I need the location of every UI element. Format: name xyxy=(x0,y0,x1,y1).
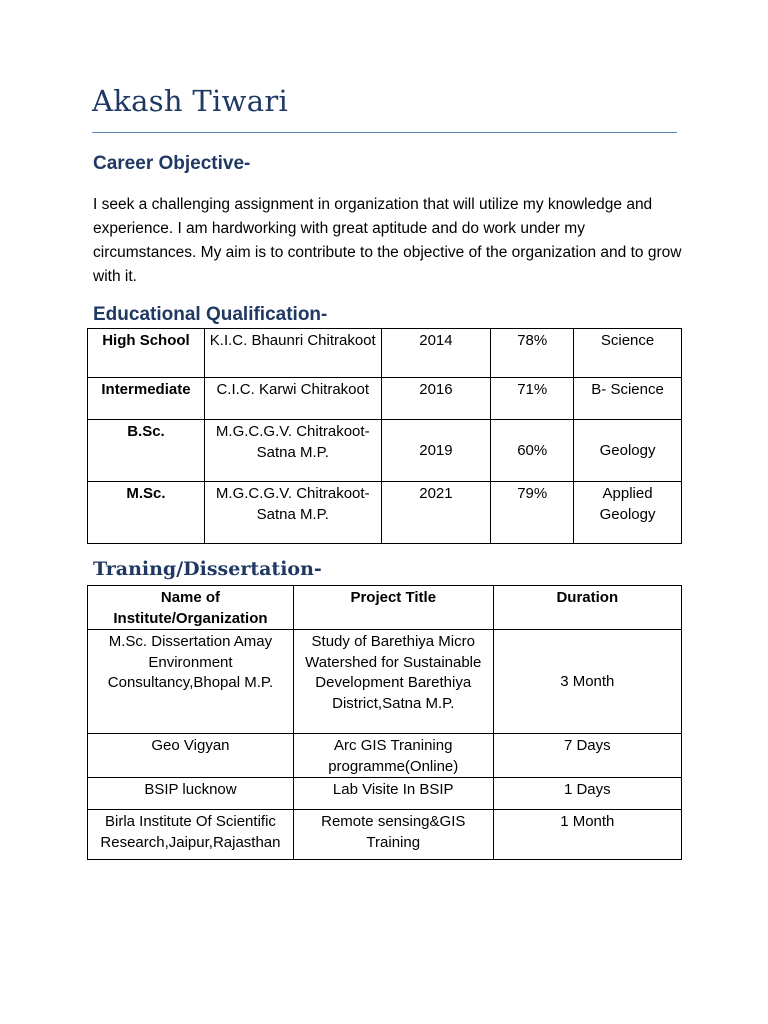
table-row xyxy=(88,482,682,544)
education-year: 2021 xyxy=(381,482,491,544)
table-row xyxy=(88,630,682,734)
training-institute: Birla Institute Of Scientific Research,Jaipur,Rajasthan xyxy=(88,810,294,860)
education-subject: B- Science xyxy=(574,378,682,420)
education-year: 2016 xyxy=(381,378,491,420)
column-header: Name of Institute/Organization xyxy=(88,586,294,630)
education-percent: 71% xyxy=(491,378,574,420)
education-level: B.Sc. xyxy=(88,420,205,482)
education-percent: 60% xyxy=(491,420,574,482)
education-year: 2014 xyxy=(381,329,491,378)
training-duration: 1 Month xyxy=(493,810,681,860)
candidate-name: Akash Tiwari xyxy=(92,84,289,118)
training-duration: 7 Days xyxy=(493,734,681,778)
education-level: High School xyxy=(88,329,205,378)
training-table xyxy=(87,585,682,860)
table-row xyxy=(88,810,682,860)
education-table xyxy=(87,328,682,544)
training-title: Arc GIS Tranining programme(Online) xyxy=(293,734,493,778)
education-level: M.Sc. xyxy=(88,482,205,544)
education-heading: Educational Qualification- xyxy=(93,304,328,325)
education-subject: Applied Geology xyxy=(574,482,682,544)
table-row xyxy=(88,778,682,810)
table-row xyxy=(88,420,682,482)
table-row xyxy=(88,329,682,378)
education-institute: C.I.C. Karwi Chitrakoot xyxy=(204,378,381,420)
education-subject: Science xyxy=(574,329,682,378)
training-duration: 1 Days xyxy=(493,778,681,810)
table-row xyxy=(88,378,682,420)
education-percent: 78% xyxy=(491,329,574,378)
training-duration: 3 Month xyxy=(493,630,681,734)
education-institute: M.G.C.G.V. Chitrakoot- Satna M.P. xyxy=(204,482,381,544)
education-percent: 79% xyxy=(491,482,574,544)
table-row xyxy=(88,734,682,778)
education-institute: K.I.C. Bhaunri Chitrakoot xyxy=(204,329,381,378)
training-heading: Traning/Dissertation- xyxy=(93,558,322,580)
education-subject: Geology xyxy=(574,420,682,482)
training-title: Remote sensing&GIS Training xyxy=(293,810,493,860)
career-objective-heading: Career Objective- xyxy=(93,153,251,174)
training-title: Study of Barethiya Micro Watershed for Sustainable Development Barethiya District,Satna M.P. xyxy=(293,630,493,734)
education-institute: M.G.C.G.V. Chitrakoot- Satna M.P. xyxy=(204,420,381,482)
education-level: Intermediate xyxy=(88,378,205,420)
title-divider xyxy=(92,132,677,133)
career-objective-text: I seek a challenging assignment in organization that will utilize my knowledge and experience. I am hardworking with great aptitude and do work under my circumstances. My aim is to contribute to the objective of the organization and to grow with it. xyxy=(93,196,682,285)
column-header: Duration xyxy=(493,586,681,630)
training-institute: Geo Vigyan xyxy=(88,734,294,778)
training-institute: M.Sc. Dissertation Amay Environment Consultancy,Bhopal M.P. xyxy=(88,630,294,734)
column-header: Project Title xyxy=(293,586,493,630)
education-year: 2019 xyxy=(381,420,491,482)
table-header-row xyxy=(88,586,682,630)
training-title: Lab Visite In BSIP xyxy=(293,778,493,810)
training-institute: BSIP lucknow xyxy=(88,778,294,810)
